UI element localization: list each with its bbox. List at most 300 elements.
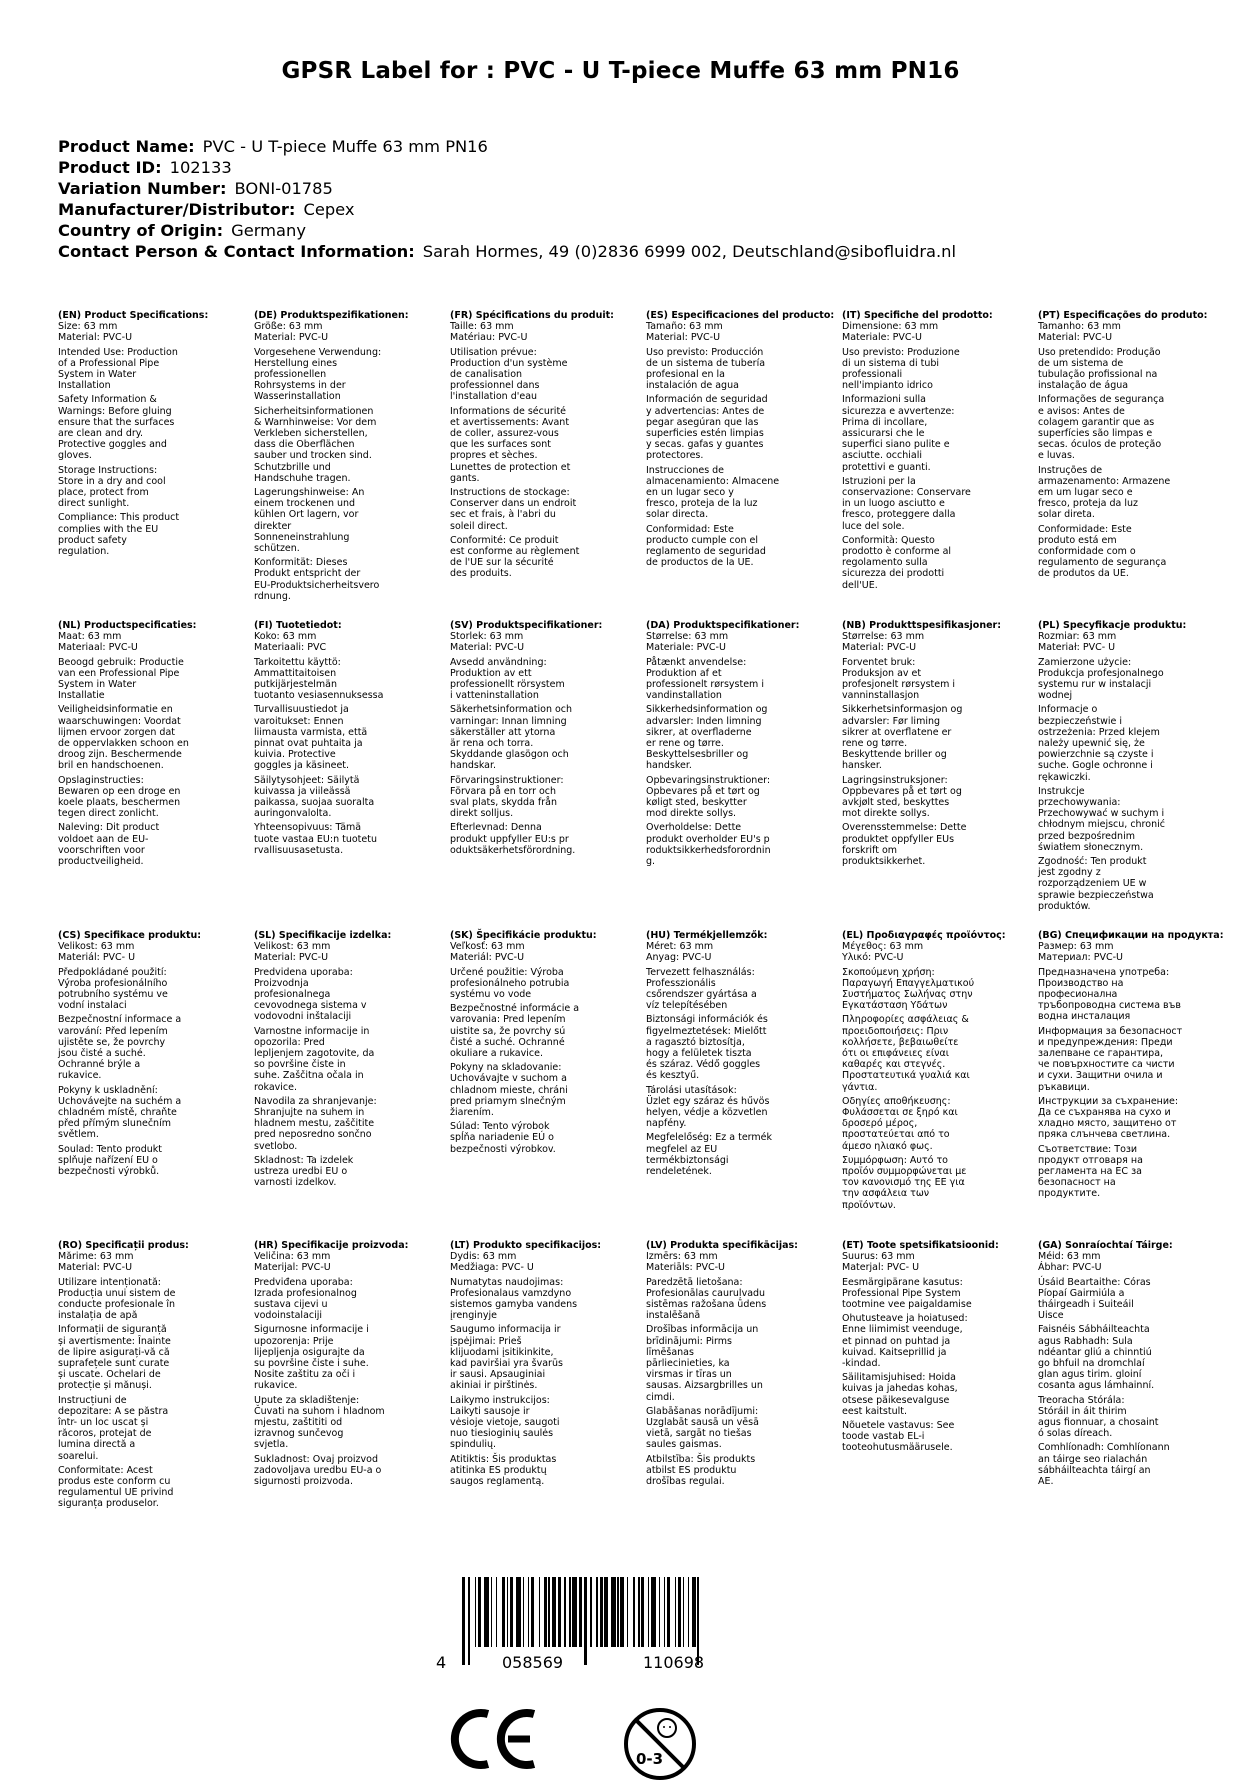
- spec-line: solar directa.: [646, 509, 709, 521]
- spec-line: Opbevares på et tørt og: [646, 785, 760, 797]
- spec-paragraph: [1038, 1277, 1226, 1322]
- barcode-bar: [648, 1577, 650, 1647]
- spec-line: Schutzbrille und: [254, 461, 331, 473]
- spec-material: Materiāls: PVC-U: [646, 1262, 726, 1274]
- spec-material: Materiale: PVC-U: [646, 642, 726, 654]
- spec-line: Sikkerhetsinformasjon og: [842, 704, 963, 716]
- spec-material: Materijal: PVC-U: [254, 1262, 331, 1274]
- spec-line: Produkt entspricht der: [254, 568, 361, 580]
- spec-line: čisté a suché. Ochranné: [450, 1036, 565, 1048]
- spec-line: reglamento de seguridad: [646, 546, 766, 558]
- spec-paragraph: [254, 557, 442, 602]
- spec-line: Συστήματος Σωλήνας στην: [842, 989, 973, 1001]
- spec-paragraph: [842, 394, 1030, 472]
- barcode-bar: [697, 1577, 699, 1665]
- spec-line: nuo tiesioginių saulės: [450, 1428, 554, 1440]
- spec-line: conservazione: Conservare: [842, 487, 971, 499]
- spec-paragraph: [842, 657, 1030, 702]
- spec-line: че повърхностите са чисти: [1038, 1059, 1175, 1071]
- spec-line: bril en handschoenen.: [58, 760, 164, 772]
- spec-line: Uzglabāt sausā un vēsā: [646, 1417, 759, 1429]
- spec-line: profesionalnega: [254, 989, 331, 1001]
- spec-block: [254, 930, 442, 1191]
- variation-number-row: [58, 178, 956, 199]
- spec-line: és kesztyű.: [646, 1070, 700, 1082]
- spec-line: uistite sa, že povrchy sú: [450, 1025, 566, 1037]
- barcode-bar: [596, 1577, 598, 1647]
- barcode-bar: [558, 1577, 561, 1647]
- spec-paragraph: [646, 822, 834, 867]
- spec-heading: (HU) Termékjellemzők:: [646, 930, 768, 941]
- barcode-bar: [539, 1577, 541, 1647]
- spec-block: [842, 1240, 1030, 1457]
- spec-line: Förvara på en torr och: [450, 785, 557, 797]
- spec-paragraph: [254, 967, 442, 1023]
- spec-line: termékbiztonsági: [646, 1154, 729, 1166]
- product-name-row: [58, 136, 956, 157]
- spec-line: Tárolási utasítások:: [646, 1084, 737, 1096]
- spec-block: [450, 1240, 638, 1490]
- spec-line: Určené použitie: Výroba: [450, 966, 564, 978]
- spec-line: otsese päikesevalguse: [842, 1394, 950, 1406]
- spec-size: Velikost: 63 mm: [58, 941, 135, 953]
- spec-line: gants.: [450, 472, 480, 484]
- spec-line: køligt sted, beskytter: [646, 797, 747, 809]
- spec-line: atbilst ES produktu: [646, 1464, 737, 1476]
- spec-line: des produits.: [450, 568, 512, 580]
- spec-material: Materiaali: PVC: [254, 642, 327, 654]
- spec-line: paikassa, suojaa suoralta: [254, 797, 375, 809]
- spec-paragraph: [646, 657, 834, 702]
- spec-line: ó solas díreach.: [1038, 1428, 1113, 1440]
- spec-line: sauber und trocken sind.: [254, 450, 372, 462]
- spec-line: pegar asegúran que las: [646, 416, 759, 428]
- spec-paragraph: [58, 394, 246, 461]
- spec-line: vodovodni inštalaciji: [254, 1011, 352, 1023]
- spec-line: handsker.: [646, 760, 692, 772]
- spec-line: instalația de apă: [58, 1310, 138, 1322]
- spec-line: Ammattitaitoisen: [254, 667, 337, 679]
- spec-paragraph: [646, 465, 834, 521]
- spec-line: Store in a dry and cool: [58, 475, 166, 487]
- spec-size: Taille: 63 mm: [450, 321, 514, 333]
- spec-line: Información de seguridad: [646, 394, 768, 406]
- spec-line: klijuodami įsitikinkite,: [450, 1346, 554, 1358]
- spec-line: Intended Use: Production: [58, 346, 178, 358]
- spec-heading: (ET) Toote spetsifikatsioonid:: [842, 1240, 999, 1251]
- spec-line: är rena och torra.: [450, 738, 534, 750]
- barcode-bar: [678, 1577, 681, 1647]
- spec-line: dass die Oberflächen: [254, 439, 355, 451]
- spec-paragraph: [450, 487, 638, 532]
- spec-line: Treoracha Stórála:: [1038, 1394, 1125, 1406]
- spec-line: protecție și mănuși.: [58, 1380, 152, 1392]
- spec-paragraph: [450, 1395, 638, 1451]
- spec-line: direkt solljus.: [450, 808, 514, 820]
- spec-heading: (EN) Product Specifications:: [58, 310, 209, 321]
- spec-material: Υλικό: PVC-U: [842, 952, 904, 964]
- spec-line: de canalisation: [450, 369, 523, 381]
- spec-line: Ohutusteave ja hoiatused:: [842, 1313, 968, 1325]
- spec-line: secas. óculos de proteção: [1038, 439, 1162, 451]
- spec-line: Οδηγίες αποθήκευσης:: [842, 1095, 951, 1107]
- info-label: Product Name:: [58, 137, 195, 156]
- spec-line: Laikyti sausoje ir: [450, 1405, 530, 1417]
- spec-size: Velikost: 63 mm: [254, 941, 331, 953]
- spec-line: Faisnéis Sábháilteachta: [1038, 1324, 1150, 1336]
- spec-size: Size: 63 mm: [58, 321, 118, 333]
- spec-block: [450, 620, 638, 859]
- spec-line: lepljenjem zagotovite, da: [254, 1048, 375, 1060]
- spec-size: Suurus: 63 mm: [842, 1251, 915, 1263]
- spec-line: Säilytysohjeet: Säilytä: [254, 774, 360, 786]
- spec-size: Tamaño: 63 mm: [646, 321, 723, 333]
- spec-material: Materiale: PVC-U: [842, 332, 922, 344]
- spec-line: glan agus tirim. gloiní: [1038, 1369, 1142, 1381]
- spec-line: Przechowywać w suchym i: [1038, 808, 1165, 820]
- barcode-bar: [638, 1577, 640, 1647]
- spec-paragraph: [842, 476, 1030, 532]
- spec-line: Produktion af et: [646, 667, 722, 679]
- spec-line: gloves.: [58, 450, 92, 462]
- info-label: Manufacturer/Distributor:: [58, 200, 296, 219]
- spec-line: y advertencias: Antes de: [646, 405, 765, 417]
- spec-line: προϊόντων.: [842, 1199, 896, 1211]
- spec-paragraph: [450, 1324, 638, 1391]
- spec-line: Overholdelse: Dette: [646, 822, 742, 834]
- spec-line: zadovoljava uredbu EU-a o: [254, 1464, 382, 1476]
- spec-line: Varnostne informacije in: [254, 1025, 370, 1037]
- barcode-bar: [502, 1577, 505, 1647]
- spec-line: Σκοπούμενη χρήση:: [842, 966, 935, 978]
- spec-line: koele plaats, beschermen: [58, 797, 181, 809]
- spec-block: [254, 620, 442, 859]
- spec-block: [450, 310, 638, 583]
- spec-line: dell'UE.: [842, 579, 878, 591]
- spec-paragraph: [842, 1014, 1030, 1092]
- spec-line: schützen.: [254, 543, 300, 555]
- spec-line: professionellt rörsystem: [450, 679, 565, 691]
- spec-line: Veiligheidsinformatie en: [58, 704, 173, 716]
- spec-line: chladnom mieste, chráni: [450, 1084, 568, 1096]
- spec-line: atitinka ES produktų: [450, 1464, 547, 1476]
- spec-line: kuivas ja jahedas kohas,: [842, 1383, 958, 1395]
- spec-paragraph: [58, 1144, 246, 1178]
- spec-line: waarschuwingen: Voordat: [58, 715, 181, 727]
- spec-line: Utilisation prévue:: [450, 346, 537, 358]
- spec-heading: (CS) Specifikace produktu:: [58, 930, 202, 941]
- spec-line: van een Professional Pipe: [58, 667, 180, 679]
- spec-paragraph: [450, 657, 638, 702]
- spec-line: κολλήσετε, βεβαιωθείτε: [842, 1036, 959, 1048]
- spec-line: rvallisuusasetusta.: [254, 844, 344, 856]
- spec-line: ότι οι επιφάνειες είναι: [842, 1048, 949, 1060]
- barcode-bar: [478, 1577, 481, 1647]
- barcode-bar: [564, 1577, 566, 1647]
- spec-line: oduktsäkerhetsförordning.: [450, 844, 576, 856]
- barcode-bar: [627, 1577, 629, 1647]
- spec-line: Yhteensopivuus: Tämä: [254, 822, 362, 834]
- spec-heading: (FI) Tuotetiedot:: [254, 620, 342, 631]
- spec-heading: (BG) Спецификации на продукта:: [1038, 930, 1224, 941]
- spec-material: Ábhar: PVC-U: [1038, 1262, 1102, 1274]
- spec-size: Koko: 63 mm: [254, 631, 317, 643]
- spec-line: Storage Instructions:: [58, 464, 158, 476]
- spec-line: instalação de água: [1038, 380, 1129, 392]
- spec-material: Anyag: PVC-U: [646, 952, 712, 964]
- spec-line: Uso previsto: Produzione: [842, 346, 960, 358]
- spec-line: Instructions de stockage:: [450, 487, 570, 499]
- spec-line: e luvas.: [1038, 450, 1075, 462]
- info-label: Country of Origin:: [58, 221, 224, 240]
- spec-line: regulamentul UE privind: [58, 1487, 174, 1499]
- spec-line: superfici siano pulite e: [842, 439, 950, 451]
- spec-line: Conformidad: Este: [646, 523, 734, 535]
- spec-line: Zamierzone użycie:: [1038, 656, 1132, 668]
- spec-line: en un lugar seco y: [646, 487, 734, 499]
- spec-line: upozorenja: Prije: [254, 1335, 334, 1347]
- spec-line: jsou čisté a suché.: [58, 1048, 146, 1060]
- spec-line: Beskyttelsesbriller og: [646, 749, 749, 761]
- spec-line: Sonneneinstrahlung: [254, 531, 350, 543]
- spec-line: Opslaginstructies:: [58, 774, 144, 786]
- spec-line: vanninstallasjon: [842, 690, 920, 702]
- spec-line: toode vastab EL-i: [842, 1431, 925, 1443]
- spec-line: Uso previsto: Producción: [646, 346, 764, 358]
- spec-paragraph: [254, 1096, 442, 1152]
- spec-line: profesional en la: [646, 369, 725, 381]
- spec-paragraph: [1038, 786, 1226, 853]
- spec-line: пряка слънчева светлина.: [1038, 1129, 1171, 1141]
- barcode-bar: [496, 1577, 498, 1647]
- spec-paragraph: [646, 394, 834, 461]
- spec-line: helyen, védje a közvetlen: [646, 1107, 768, 1119]
- spec-line: Shranjujte na suhem in: [254, 1107, 365, 1119]
- spec-line: conformidade com o: [1038, 546, 1136, 558]
- spec-size: Μέγεθος: 63 mm: [842, 941, 924, 953]
- spec-line: před přímým slunečním: [58, 1118, 171, 1130]
- spec-line: безопасност на: [1038, 1177, 1116, 1189]
- spec-paragraph: [842, 967, 1030, 1012]
- spec-line: opozorila: Pred: [254, 1036, 325, 1048]
- spec-line: Enne liimimist veenduge,: [842, 1324, 963, 1336]
- spec-block: [1038, 1240, 1226, 1490]
- spec-line: tháirgeadh i Suiteáil: [1038, 1299, 1134, 1311]
- spec-line: ir sausi. Apsauginiai: [450, 1369, 546, 1381]
- spec-paragraph: [1038, 657, 1226, 702]
- barcode-bar: [675, 1577, 677, 1647]
- spec-heading: (NB) Produkttspesifikasjoner:: [842, 620, 1002, 631]
- spec-paragraph: [58, 1014, 246, 1081]
- spec-line: brīdinājumi: Pirms: [646, 1335, 732, 1347]
- spec-paragraph: [842, 1313, 1030, 1369]
- spec-line: Installatie: [58, 690, 105, 702]
- spec-paragraph: [254, 657, 442, 702]
- spec-line: advarsler: Inden limning: [646, 715, 762, 727]
- spec-line: suche. Gogle ochronne i: [1038, 760, 1153, 772]
- spec-heading: (IT) Specifiche del prodotto:: [842, 310, 993, 321]
- barcode-bar: [600, 1577, 603, 1647]
- spec-paragraph: [646, 1277, 834, 1322]
- spec-line: kühlen Ort lagern, vor: [254, 509, 359, 521]
- spec-line: și avertismente: Înainte: [58, 1335, 171, 1347]
- spec-line: Eesmärgipärane kasutus:: [842, 1276, 963, 1288]
- barcode-bar: [590, 1577, 592, 1647]
- spec-line: Předpokládané použití:: [58, 966, 167, 978]
- spec-line: et avertissements: Avant: [450, 416, 570, 428]
- spec-line: prodotto è conforme al: [842, 546, 952, 558]
- spec-heading: (SL) Specifikacije izdelka:: [254, 930, 392, 941]
- spec-line: světlem.: [58, 1129, 99, 1141]
- spec-block: [646, 1240, 834, 1490]
- spec-line: svetlobo.: [254, 1140, 298, 1152]
- spec-line: sausas. Aizsargbrilles un: [646, 1380, 763, 1392]
- spec-line: izravnog sunčevog: [254, 1428, 344, 1440]
- barcode-bar: [468, 1577, 470, 1665]
- spec-line: γάντια.: [842, 1081, 878, 1093]
- spec-line: Πληροφορίες ασφάλειας &: [842, 1014, 969, 1026]
- barcode-bar: [651, 1577, 656, 1647]
- spec-line: de productos de la UE.: [646, 557, 754, 569]
- spec-paragraph: [58, 1324, 246, 1391]
- spec-line: Uchovávajte v suchom a: [450, 1073, 567, 1085]
- spec-line: Instrucțiuni de: [58, 1394, 127, 1406]
- spec-line: Profesionalaus vamzdyno: [450, 1287, 572, 1299]
- barcode-bar: [641, 1577, 644, 1647]
- spec-line: Výroba profesionálního: [58, 977, 168, 989]
- spec-paragraph: [842, 535, 1030, 591]
- spec-line: ustreza uredbi EU o: [254, 1166, 348, 1178]
- spec-paragraph: [450, 1062, 638, 1118]
- spec-line: de l'UE sur la sécurité: [450, 557, 554, 569]
- spec-line: Forventet bruk:: [842, 656, 916, 668]
- spec-line: est conforme au règlement: [450, 546, 580, 558]
- spec-line: productveiligheid.: [58, 856, 144, 868]
- spec-line: l'installation d'eau: [450, 391, 538, 403]
- spec-line: systému vo vode: [450, 989, 532, 1001]
- spec-line: Profesionālas cauruļvadu: [646, 1287, 766, 1299]
- spec-line: ndéantar gliú a chinntiú: [1038, 1346, 1152, 1358]
- spec-line: Drošības informācija un: [646, 1324, 759, 1336]
- spec-paragraph: [450, 967, 638, 1001]
- spec-paragraph: [646, 1132, 834, 1177]
- spec-block: [842, 930, 1030, 1214]
- barcode-bar: [523, 1577, 525, 1647]
- spec-line: & Warnhinweise: Vor dem: [254, 416, 377, 428]
- spec-line: Skladnost: Ta izdelek: [254, 1154, 354, 1166]
- spec-line: Informacje o: [1038, 704, 1098, 716]
- barcode-bar: [584, 1577, 587, 1665]
- spec-line: agus fionnuar, a chosaint: [1038, 1417, 1159, 1429]
- spec-line: produto está em: [1038, 534, 1117, 546]
- spec-line: voldoet aan de EU-: [58, 833, 149, 845]
- spec-line: Professional Pipe System: [842, 1287, 961, 1299]
- spec-line: Tarkoitettu käyttö:: [254, 656, 341, 668]
- spec-size: Dimensione: 63 mm: [842, 321, 939, 333]
- spec-line: kuivad. Kaitseprillid ja: [842, 1346, 947, 1358]
- spec-paragraph: [1038, 1026, 1226, 1093]
- spec-line: līmēšanas: [646, 1346, 694, 1358]
- spec-line: Sikkerhedsinformation og: [646, 704, 768, 716]
- spec-line: svjetla.: [254, 1439, 289, 1451]
- spec-line: mot direkte sollys.: [842, 808, 930, 820]
- spec-line: Pokyny k uskladnění:: [58, 1084, 158, 1096]
- spec-line: de coller, assurez-vous: [450, 428, 559, 440]
- spec-line: sicurezza dei prodotti: [842, 568, 945, 580]
- barcode-digits-left: 4: [436, 1653, 447, 1672]
- spec-line: sikrer, at overfladerne: [646, 726, 752, 738]
- spec-material: Material: PVC-U: [254, 332, 329, 344]
- spec-line: Warnings: Before gluing: [58, 405, 172, 417]
- spec-line: asciutte. occhiali: [842, 450, 923, 462]
- spec-paragraph: [1038, 1324, 1226, 1391]
- spec-line: professionelt rørsystem i: [646, 679, 764, 691]
- spec-paragraph: [450, 535, 638, 580]
- spec-size: Veličina: 63 mm: [254, 1251, 331, 1263]
- spec-line: roduktsikkerhedsforordnin: [646, 844, 771, 856]
- spec-line: figyelmeztetések: Mielőtt: [646, 1025, 767, 1037]
- spec-paragraph: [58, 1085, 246, 1141]
- spec-paragraph: [1038, 856, 1226, 912]
- spec-heading: (SK) Špecifikácie produktu:: [450, 930, 597, 941]
- spec-block: [1038, 930, 1226, 1203]
- barcode-bar: [516, 1577, 521, 1647]
- manufacturer-row: [58, 199, 956, 220]
- spec-block: [842, 310, 1030, 594]
- spec-paragraph: [1038, 1144, 1226, 1200]
- spec-line: systemu rur w instalacji: [1038, 679, 1152, 691]
- spec-line: и сухи. Защитни очила и: [1038, 1070, 1163, 1082]
- spec-line: sistemos gamyba vandens: [450, 1299, 578, 1311]
- spec-line: tuotanto vesiasennuksessa: [254, 690, 384, 702]
- spec-line: cimdi.: [646, 1391, 675, 1403]
- spec-line: άμεσο ηλιακό φως.: [842, 1140, 933, 1152]
- spec-line: in un luogo asciutto e: [842, 498, 945, 510]
- spec-line: Tervezett felhasználás:: [646, 966, 755, 978]
- spec-line: tubulação profissional na: [1038, 369, 1158, 381]
- spec-line: światłem słonecznym.: [1038, 841, 1144, 853]
- spec-line: varnosti izdelkov.: [254, 1177, 337, 1189]
- spec-heading: (SV) Produktspecifikationer:: [450, 620, 603, 631]
- spec-heading: (ES) Especificaciones del producto:: [646, 310, 835, 321]
- spec-line: Atbilstība: Šis produkts: [646, 1453, 756, 1465]
- spec-line: Produkcja profesjonalnego: [1038, 667, 1164, 679]
- spec-material: Material: PVC-U: [58, 332, 133, 344]
- spec-paragraph: [646, 1324, 834, 1402]
- spec-line: Installation: [58, 380, 111, 392]
- spec-line: cosanta agus lámhainní.: [1038, 1380, 1155, 1392]
- spec-line: vandinstallation: [646, 690, 722, 702]
- spec-paragraph: [254, 822, 442, 856]
- spec-paragraph: [254, 1454, 442, 1488]
- spec-line: rękawiczki.: [1038, 771, 1091, 783]
- spec-line: rokavice.: [254, 1081, 298, 1093]
- barcode-bar: [507, 1577, 509, 1647]
- spec-material: Materjal: PVC- U: [842, 1262, 920, 1274]
- spec-block: [58, 310, 246, 560]
- spec-material: Material: PVC-U: [254, 952, 329, 964]
- spec-line: eest kaitstult.: [842, 1405, 907, 1417]
- spec-line: System in Water: [58, 679, 137, 691]
- spec-line: Rohrsystems in der: [254, 380, 346, 392]
- spec-line: virsmas ir tīras un: [646, 1369, 732, 1381]
- spec-line: Conformité: Ce produit: [450, 534, 559, 546]
- spec-line: varoitukset: Ennen: [254, 715, 344, 727]
- spec-line: Soulad: Tento produkt: [58, 1143, 163, 1155]
- spec-line: Turvallisuustiedot ja: [254, 704, 349, 716]
- spec-line: καθαρές και στεγνές.: [842, 1059, 946, 1071]
- spec-line: napfény.: [646, 1118, 687, 1130]
